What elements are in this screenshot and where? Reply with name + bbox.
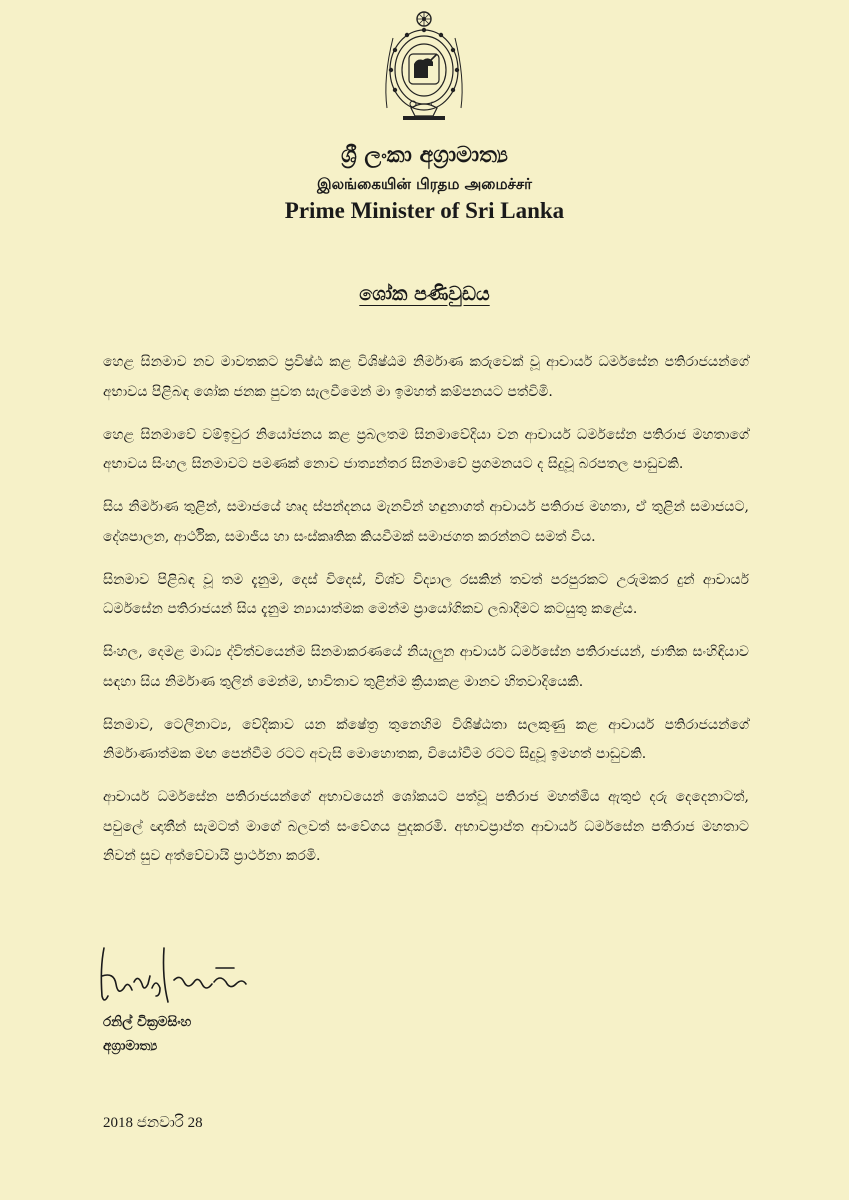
- paragraph-7: ආචාර්ය ධර්මසේන පතිරාජයන්ගේ අභාවයෙන් ශෝකයට පත්වූ පතිරාජ මහත්මිය ඇතුළු දරු දෙදෙනාටත්, පවුලේ ඥාතීන් සැමටත් මාගේ බලවත් සංවේගය පුදකරමි. අභාවප්‍රාප්ත ආචාර්ය ධර්මසේන පතිරාජ මහතාට නිවන් සුව අත්වේවායි ප්‍රාර්ථනා කරමි.: [103, 789, 749, 864]
- paragraph-3: සිය නිර්මාණ තුළින්, සමාජයේ හෘද ස්පන්දනය මැනවින් හඳුනාගත් ආචාර්ය පතිරාජ මහතා, ඒ තුළින් සමාජයට, දේශපාලන, ආර්ථික, සමාජීය හා සංස්කෘතික කියවීමක් සමාජගත කරන්නට සමත් විය.: [103, 499, 749, 545]
- paragraph-2: හෙළ සිනමාවේ වම්ඉවුර නියෝජනය කළ ප්‍රබලතම සිනමාවේදියා වන ආචාර්ය ධර්මසේන පතිරාජ මහතාගේ අභාවය සිංහල සිනමාවට පමණක් නොව ජාත්‍යන්තර සිනමාවේ ප්‍රගමනයට ද සිදුවූ බරපතල පාඩුවකි.: [103, 426, 749, 472]
- signer-block: [103, 1010, 191, 1058]
- letter-body: [103, 348, 749, 885]
- letterhead-title-english: Prime Minister of Sri Lanka: [284, 198, 565, 223]
- paragraph-1: හෙළ සිනමාව නව මාවතකට ප්‍රවිෂ්ඨ කළ විශිෂ්ඨම නිර්මාණ කරුවෙක් වූ ආචාර්ය ධර්මසේන පතිරාජයන්ගේ අභාවය පිළිබඳ ශෝක ජනක පුවත සැලවීමෙන් මා ඉමහත් කම්පනයට පත්විමි.: [103, 354, 749, 400]
- document-title: [0, 283, 849, 305]
- letterhead-title-sinhala: ශ්‍රී ලංකා අග්‍රාමාත්‍ය: [341, 142, 508, 168]
- letterhead: [0, 140, 849, 226]
- paragraph-4: සිනමාව පිළිබඳ වූ තම දැනුම, දෙස් විදෙස්, විශ්ව විද්‍යාල රසකින් තවත් පරපුරකට උරුමකර දුන් ආචාර්ය ධර්මසේන පතිරාජයන් සිය දැනුම න්‍යායාත්මක මෙන්ම ප්‍රායෝගිකව ලබාදීමට කටයුතු කළේය.: [103, 571, 749, 617]
- document-title-text: ශෝක පණිවුඩය: [359, 283, 490, 305]
- signer-title: අග්‍රාමාත්‍ය: [103, 1038, 158, 1054]
- paragraph-6: සිනමාව, ටෙලිනාට්‍ය, වේදිකාව යන ක්ෂේත්‍ර තුනෙහිම විශිෂ්ඨතා සලකුණු කළ ආචාර්ය පතිරාජයන්ගේ නිර්මාණාත්මක මඟ පෙන්වීම රටට අවැසි මොහොතක, වියෝවීම රටට සිදුවූ ඉමහත් පාඩුවකි.: [103, 716, 749, 762]
- paragraph-5: සිංහල, දෙමළ මාධ්‍ය ද්විත්වයෙන්ම සිනමාකරණයේ නියැලුන ආචාර්ය ධර්මසේන පතිරාජයන්, ජාතික සංහිඳියාව සඳහා සිය නිර්මාණ තුලින් මෙන්ම, භාවිතාව තුළින්ම ක්‍රියාකළ මානව හිතවාදියෙකි.: [103, 644, 749, 690]
- letterhead-title-tamil: இலங்கையின் பிரதம அமைச்சர்: [316, 175, 532, 193]
- letter-date: 2018 ජනවාරි 28: [103, 1115, 203, 1131]
- sri-lanka-emblem-icon: [381, 8, 467, 128]
- signer-name: රනිල් වික්‍රමසිංහ: [103, 1014, 192, 1030]
- handwritten-signature: [94, 938, 254, 1012]
